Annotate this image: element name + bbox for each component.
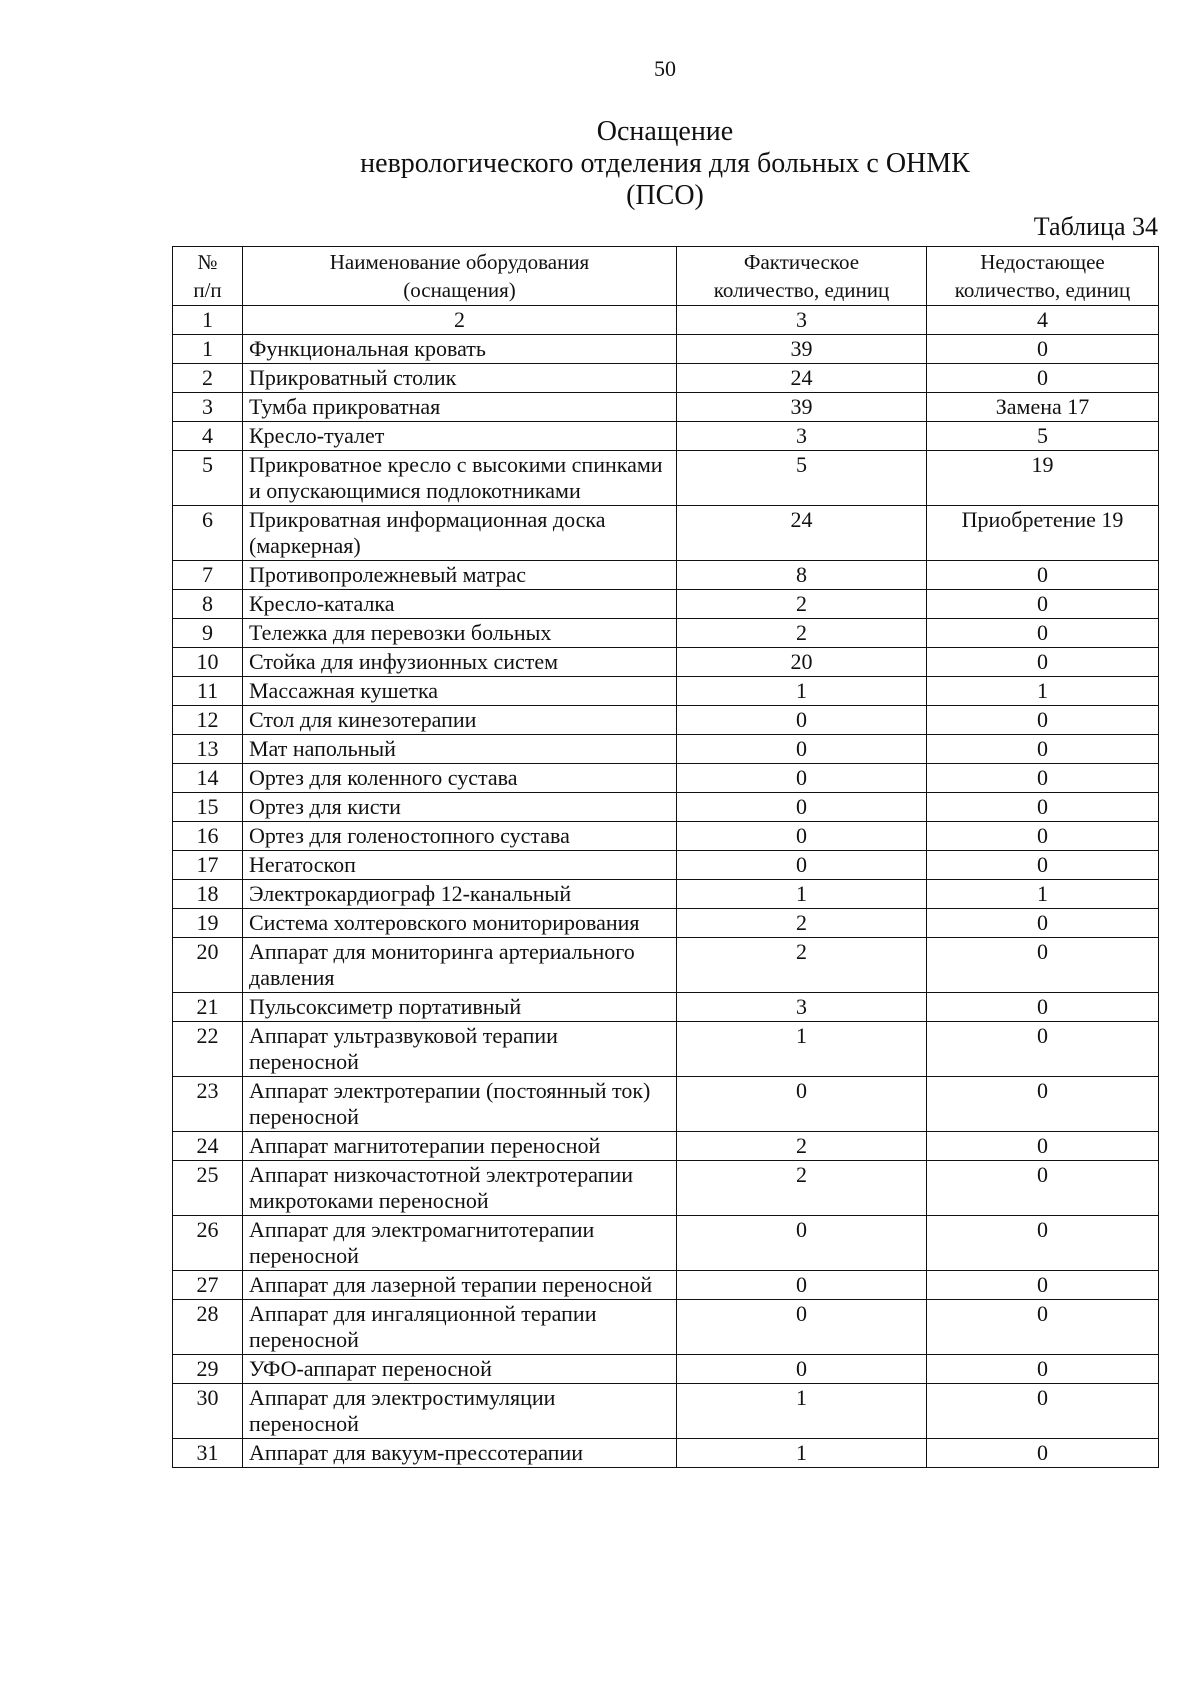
table-row (173, 677, 1159, 706)
row-number: 31 (173, 1439, 243, 1468)
actual-quantity: 0 (677, 1216, 927, 1271)
equipment-name: Кресло-туалет (243, 422, 677, 451)
equipment-name: Тележка для перевозки больных (243, 619, 677, 648)
column-number: 1 (173, 306, 243, 335)
row-number: 11 (173, 677, 243, 706)
table-row (173, 561, 1159, 590)
table-row (173, 1384, 1159, 1439)
equipment-name: Пульсоксиметр портативный (243, 993, 677, 1022)
row-number: 23 (173, 1077, 243, 1132)
missing-quantity: 1 (927, 677, 1159, 706)
row-number: 21 (173, 993, 243, 1022)
missing-quantity: Приобретение 19 (927, 506, 1159, 561)
row-number: 30 (173, 1384, 243, 1439)
column-numbers-row (173, 306, 1159, 335)
header-missing: Недостающее количество, единиц (927, 247, 1159, 306)
table-row (173, 1216, 1159, 1271)
row-number: 13 (173, 735, 243, 764)
actual-quantity: 24 (677, 506, 927, 561)
actual-quantity: 24 (677, 364, 927, 393)
equipment-name: Ортез для голеностопного сустава (243, 822, 677, 851)
row-number: 5 (173, 451, 243, 506)
actual-quantity: 2 (677, 909, 927, 938)
equipment-name: Аппарат магнитотерапии переносной (243, 1132, 677, 1161)
missing-quantity: 0 (927, 851, 1159, 880)
row-number: 28 (173, 1300, 243, 1355)
equipment-name: Электрокардиограф 12-канальный (243, 880, 677, 909)
missing-quantity: 0 (927, 335, 1159, 364)
table-row (173, 451, 1159, 506)
table-row (173, 880, 1159, 909)
equipment-name: Негатоскоп (243, 851, 677, 880)
row-number: 2 (173, 364, 243, 393)
missing-quantity: 0 (927, 1384, 1159, 1439)
table-row (173, 851, 1159, 880)
missing-quantity: 1 (927, 880, 1159, 909)
missing-quantity: 0 (927, 364, 1159, 393)
document-title (0, 116, 1200, 212)
missing-quantity: 0 (927, 764, 1159, 793)
equipment-name: Аппарат для ингаляционной терапии переносной (243, 1300, 677, 1355)
actual-quantity: 0 (677, 735, 927, 764)
actual-quantity: 20 (677, 648, 927, 677)
missing-quantity: 0 (927, 793, 1159, 822)
equipment-name: Функциональная кровать (243, 335, 677, 364)
row-number: 22 (173, 1022, 243, 1077)
equipment-name: УФО-аппарат переносной (243, 1355, 677, 1384)
actual-quantity: 1 (677, 1022, 927, 1077)
actual-quantity: 1 (677, 1384, 927, 1439)
row-number: 4 (173, 422, 243, 451)
actual-quantity: 2 (677, 938, 927, 993)
equipment-name: Противопролежневый матрас (243, 561, 677, 590)
equipment-name: Стол для кинезотерапии (243, 706, 677, 735)
missing-quantity: 0 (927, 1022, 1159, 1077)
equipment-name: Аппарат для электростимуляции переносной (243, 1384, 677, 1439)
row-number: 3 (173, 393, 243, 422)
row-number: 8 (173, 590, 243, 619)
table-row (173, 1077, 1159, 1132)
actual-quantity: 39 (677, 335, 927, 364)
page-number: 50 (654, 56, 676, 81)
table-label: Таблица 34 (1033, 212, 1158, 241)
missing-quantity: 0 (927, 993, 1159, 1022)
table-row (173, 822, 1159, 851)
missing-quantity: 0 (927, 561, 1159, 590)
row-number: 20 (173, 938, 243, 993)
header-actual: Фактическое количество, единиц (677, 247, 927, 306)
row-number: 1 (173, 335, 243, 364)
missing-quantity: 0 (927, 822, 1159, 851)
equipment-name: Аппарат для лазерной терапии переносной (243, 1271, 677, 1300)
row-number: 24 (173, 1132, 243, 1161)
row-number: 14 (173, 764, 243, 793)
table-row (173, 909, 1159, 938)
row-number: 19 (173, 909, 243, 938)
actual-quantity: 0 (677, 706, 927, 735)
row-number: 17 (173, 851, 243, 880)
row-number: 16 (173, 822, 243, 851)
equipment-name: Ортез для кисти (243, 793, 677, 822)
actual-quantity: 8 (677, 561, 927, 590)
actual-quantity: 2 (677, 1161, 927, 1216)
table-row (173, 590, 1159, 619)
equipment-name: Аппарат электротерапии (постоянный ток) переносной (243, 1077, 677, 1132)
actual-quantity: 2 (677, 1132, 927, 1161)
equipment-table (172, 246, 1159, 1468)
missing-quantity: 19 (927, 451, 1159, 506)
actual-quantity: 2 (677, 590, 927, 619)
column-number: 4 (927, 306, 1159, 335)
table-body (173, 335, 1159, 1468)
header-row (173, 247, 1159, 306)
missing-quantity: 0 (927, 706, 1159, 735)
actual-quantity: 39 (677, 393, 927, 422)
missing-quantity: 0 (927, 1132, 1159, 1161)
missing-quantity: 0 (927, 1216, 1159, 1271)
row-number: 27 (173, 1271, 243, 1300)
table-row (173, 1439, 1159, 1468)
table-row (173, 1132, 1159, 1161)
equipment-name: Аппарат для вакуум-прессотерапии (243, 1439, 677, 1468)
equipment-name: Кресло-каталка (243, 590, 677, 619)
row-number: 12 (173, 706, 243, 735)
missing-quantity: 0 (927, 1271, 1159, 1300)
table-row (173, 706, 1159, 735)
actual-quantity: 0 (677, 822, 927, 851)
equipment-name: Мат напольный (243, 735, 677, 764)
header-num: № п/п (173, 247, 243, 306)
table-row (173, 938, 1159, 993)
row-number: 7 (173, 561, 243, 590)
equipment-name: Массажная кушетка (243, 677, 677, 706)
row-number: 26 (173, 1216, 243, 1271)
actual-quantity: 1 (677, 677, 927, 706)
row-number: 25 (173, 1161, 243, 1216)
missing-quantity: 0 (927, 1161, 1159, 1216)
table-row (173, 764, 1159, 793)
actual-quantity: 1 (677, 880, 927, 909)
equipment-name: Стойка для инфузионных систем (243, 648, 677, 677)
actual-quantity: 0 (677, 1271, 927, 1300)
actual-quantity: 0 (677, 793, 927, 822)
missing-quantity: 0 (927, 1355, 1159, 1384)
equipment-name: Аппарат ультразвуковой терапии переносной (243, 1022, 677, 1077)
equipment-name: Аппарат низкочастотной электротерапии микротоками переносной (243, 1161, 677, 1216)
table-row (173, 648, 1159, 677)
equipment-name: Аппарат для мониторинга артериального давления (243, 938, 677, 993)
table-row (173, 619, 1159, 648)
missing-quantity: 0 (927, 1300, 1159, 1355)
equipment-name: Прикроватное кресло с высокими спинками и опускающимися подлокотниками (243, 451, 677, 506)
actual-quantity: 2 (677, 619, 927, 648)
table-row (173, 506, 1159, 561)
table-row (173, 793, 1159, 822)
equipment-name: Система холтеровского мониторирования (243, 909, 677, 938)
actual-quantity: 3 (677, 422, 927, 451)
equipment-name: Аппарат для электромагнитотерапии переносной (243, 1216, 677, 1271)
title-line-3: (ПСО) (626, 180, 704, 211)
missing-quantity: 0 (927, 648, 1159, 677)
missing-quantity: 0 (927, 909, 1159, 938)
actual-quantity: 1 (677, 1439, 927, 1468)
missing-quantity: 0 (927, 938, 1159, 993)
row-number: 10 (173, 648, 243, 677)
equipment-name: Прикроватный столик (243, 364, 677, 393)
actual-quantity: 3 (677, 993, 927, 1022)
actual-quantity: 0 (677, 1355, 927, 1384)
row-number: 18 (173, 880, 243, 909)
equipment-name: Ортез для коленного сустава (243, 764, 677, 793)
table-row (173, 735, 1159, 764)
missing-quantity: Замена 17 (927, 393, 1159, 422)
table-row (173, 1271, 1159, 1300)
table-row (173, 422, 1159, 451)
column-number: 3 (677, 306, 927, 335)
table-row (173, 364, 1159, 393)
table-row (173, 1022, 1159, 1077)
table-row (173, 393, 1159, 422)
header-name: Наименование оборудования (оснащения) (243, 247, 677, 306)
equipment-name: Тумба прикроватная (243, 393, 677, 422)
title-line-2: неврологического отделения для больных с ОНМК (360, 148, 970, 179)
missing-quantity: 0 (927, 735, 1159, 764)
actual-quantity: 0 (677, 1300, 927, 1355)
row-number: 6 (173, 506, 243, 561)
actual-quantity: 5 (677, 451, 927, 506)
missing-quantity: 0 (927, 590, 1159, 619)
missing-quantity: 0 (927, 1439, 1159, 1468)
row-number: 29 (173, 1355, 243, 1384)
actual-quantity: 0 (677, 1077, 927, 1132)
table-row (173, 1300, 1159, 1355)
row-number: 9 (173, 619, 243, 648)
missing-quantity: 0 (927, 1077, 1159, 1132)
table-row (173, 335, 1159, 364)
table-row (173, 993, 1159, 1022)
missing-quantity: 0 (927, 619, 1159, 648)
missing-quantity: 5 (927, 422, 1159, 451)
title-line-1: Оснащение (596, 116, 734, 147)
table-row (173, 1355, 1159, 1384)
table-row (173, 1161, 1159, 1216)
actual-quantity: 0 (677, 764, 927, 793)
actual-quantity: 0 (677, 851, 927, 880)
row-number: 15 (173, 793, 243, 822)
column-number: 2 (243, 306, 677, 335)
equipment-name: Прикроватная информационная доска (маркерная) (243, 506, 677, 561)
